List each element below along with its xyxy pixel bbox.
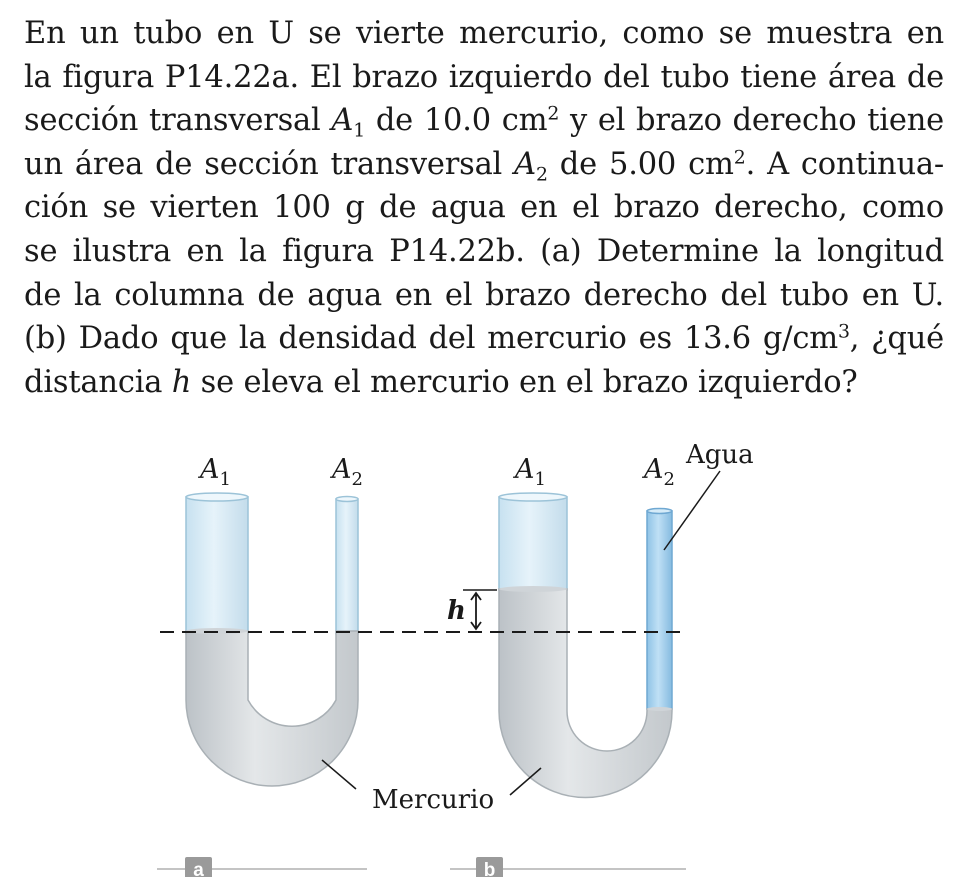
tube-b-mercury [499,589,672,798]
tube-b [499,493,672,798]
problem-line-6: se ilustra en la figura P14.22b. (a) Determine la longitud [24,233,944,269]
tube-b-left-meniscus [499,586,567,592]
tube-a-mercury [186,631,358,786]
label-a-A1: $A_1$ [200,454,231,490]
tube-b-right-arm-water [647,511,672,709]
tube-a-right-arm-glass [336,499,358,634]
label-water: Agua [686,440,754,470]
tube-b-right-meniscus [647,707,672,711]
panel-a-label: a [193,860,204,877]
problem-line-1: En un tubo en U se vierte mercurio, como se muestra en [24,16,944,51]
panel-b-label: b [483,860,496,877]
mercury-leader-a [322,760,356,789]
tube-b-left-rim [499,493,567,501]
tube-a [186,493,358,786]
tube-a-right-rim [336,497,358,502]
problem-line-2: la figura P14.22a. El brazo izquierdo del tubo tiene área de [24,59,944,95]
problem-line-5: ción se vierten 100 g de agua en el brazo derecho, como [24,190,944,226]
tube-b-right-rim [647,509,672,514]
problem-line-8: (b) Dado que la densidad del mercurio es 13.6 $g/cm^3$, ¿qué [24,320,944,357]
tube-a-left-rim [186,493,248,501]
tube-a-left-arm-glass [186,497,248,634]
label-h: h [447,596,466,626]
problem-line-9: distancia h se eleva el mercurio en el brazo izquierdo? [24,364,858,400]
problem-line-7: de la columna de agua en el brazo derecho del tubo en U. [24,277,944,313]
label-a-A2: $A_2$ [332,454,363,490]
label-b-A2: $A_2$ [644,454,675,490]
problem-line-3: sección transversal $A_1$ de 10.0 $cm^2$ y el brazo derecho tiene [24,102,944,142]
h-arrow [471,593,481,629]
tube-b-left-arm-glass [499,497,567,590]
label-b-A1: $A_1$ [515,454,546,490]
problem-line-4: un área de sección transversal $A_2$ de 5.00 $cm^2$. A continua- [24,146,945,186]
label-mercury: Mercurio [372,785,495,815]
